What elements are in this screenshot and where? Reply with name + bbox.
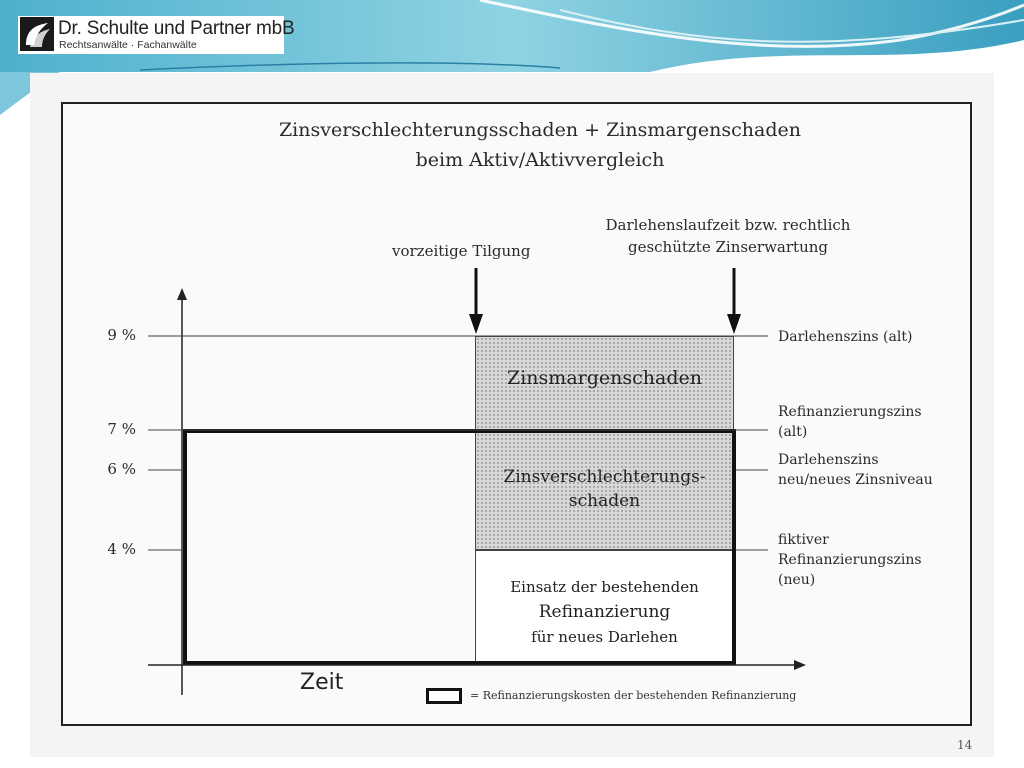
legend-swatch (426, 688, 462, 704)
page-number: 14 (957, 738, 973, 752)
loan-term-arrowhead (727, 314, 741, 334)
arrow-label-early-repayment: vorzeitige Tilgung (392, 242, 531, 260)
box-existing-line1: Einsatz der bestehenden (510, 578, 699, 596)
logo-name: Dr. Schulte und Partner mbB (58, 18, 295, 39)
x-axis-label: Zeit (300, 670, 344, 695)
box-margin-damage-label: Zinsmargenschaden (507, 367, 702, 389)
y-axis-arrowhead (177, 288, 187, 300)
y-tick-9: 9 % (107, 326, 136, 344)
arrow-label-loan-term-line2: geschützte Zinserwartung (627, 238, 829, 256)
right-label-fictive-line2: Refinanzierungszins (778, 552, 922, 568)
x-axis-arrowhead (794, 660, 806, 670)
box-deterioration-line1: Zinsverschlechterungs- (503, 467, 706, 487)
right-label-loan-rate-old: Darlehenszins (alt) (778, 329, 913, 345)
right-label-fictive-line3: (neu) (778, 572, 816, 588)
y-tick-4: 4 % (107, 540, 136, 558)
box-deterioration-line2: schaden (568, 491, 641, 511)
early-repayment-arrowhead (469, 314, 483, 334)
diagram-title-line1: Zinsverschlechterungsschaden + Zinsmargenschaden (278, 119, 802, 141)
right-label-refinancing-rate-old (778, 402, 922, 442)
box-existing-line3: für neues Darlehen (531, 628, 678, 646)
right-label-fictive-refinancing-rate (778, 530, 922, 590)
y-tick-6: 6 % (107, 460, 136, 478)
right-label-loan-rate-new-line2: neu/neues Zinsniveau (778, 472, 933, 488)
right-label-refinancing-rate-old-line1: Refinanzierungszins (778, 404, 922, 420)
box-existing-line2: Refinanzierung (538, 602, 671, 622)
logo-subtitle: Rechtsanwälte · Fachanwälte (59, 39, 197, 51)
legend-text: = Refinanzierungskosten der bestehenden Refinanzierung (470, 689, 797, 702)
right-label-loan-rate-new-line1: Darlehenszins (778, 452, 879, 468)
right-label-fictive-line1: fiktiver (778, 532, 829, 548)
arrow-label-loan-term-line1: Darlehenslaufzeit bzw. rechtlich (605, 216, 851, 234)
right-label-loan-rate-new (778, 450, 933, 490)
diagram-title-line2: beim Aktiv/Aktivvergleich (415, 149, 665, 171)
y-tick-7: 7 % (107, 420, 136, 438)
right-label-refinancing-rate-old-line2: (alt) (778, 424, 808, 440)
